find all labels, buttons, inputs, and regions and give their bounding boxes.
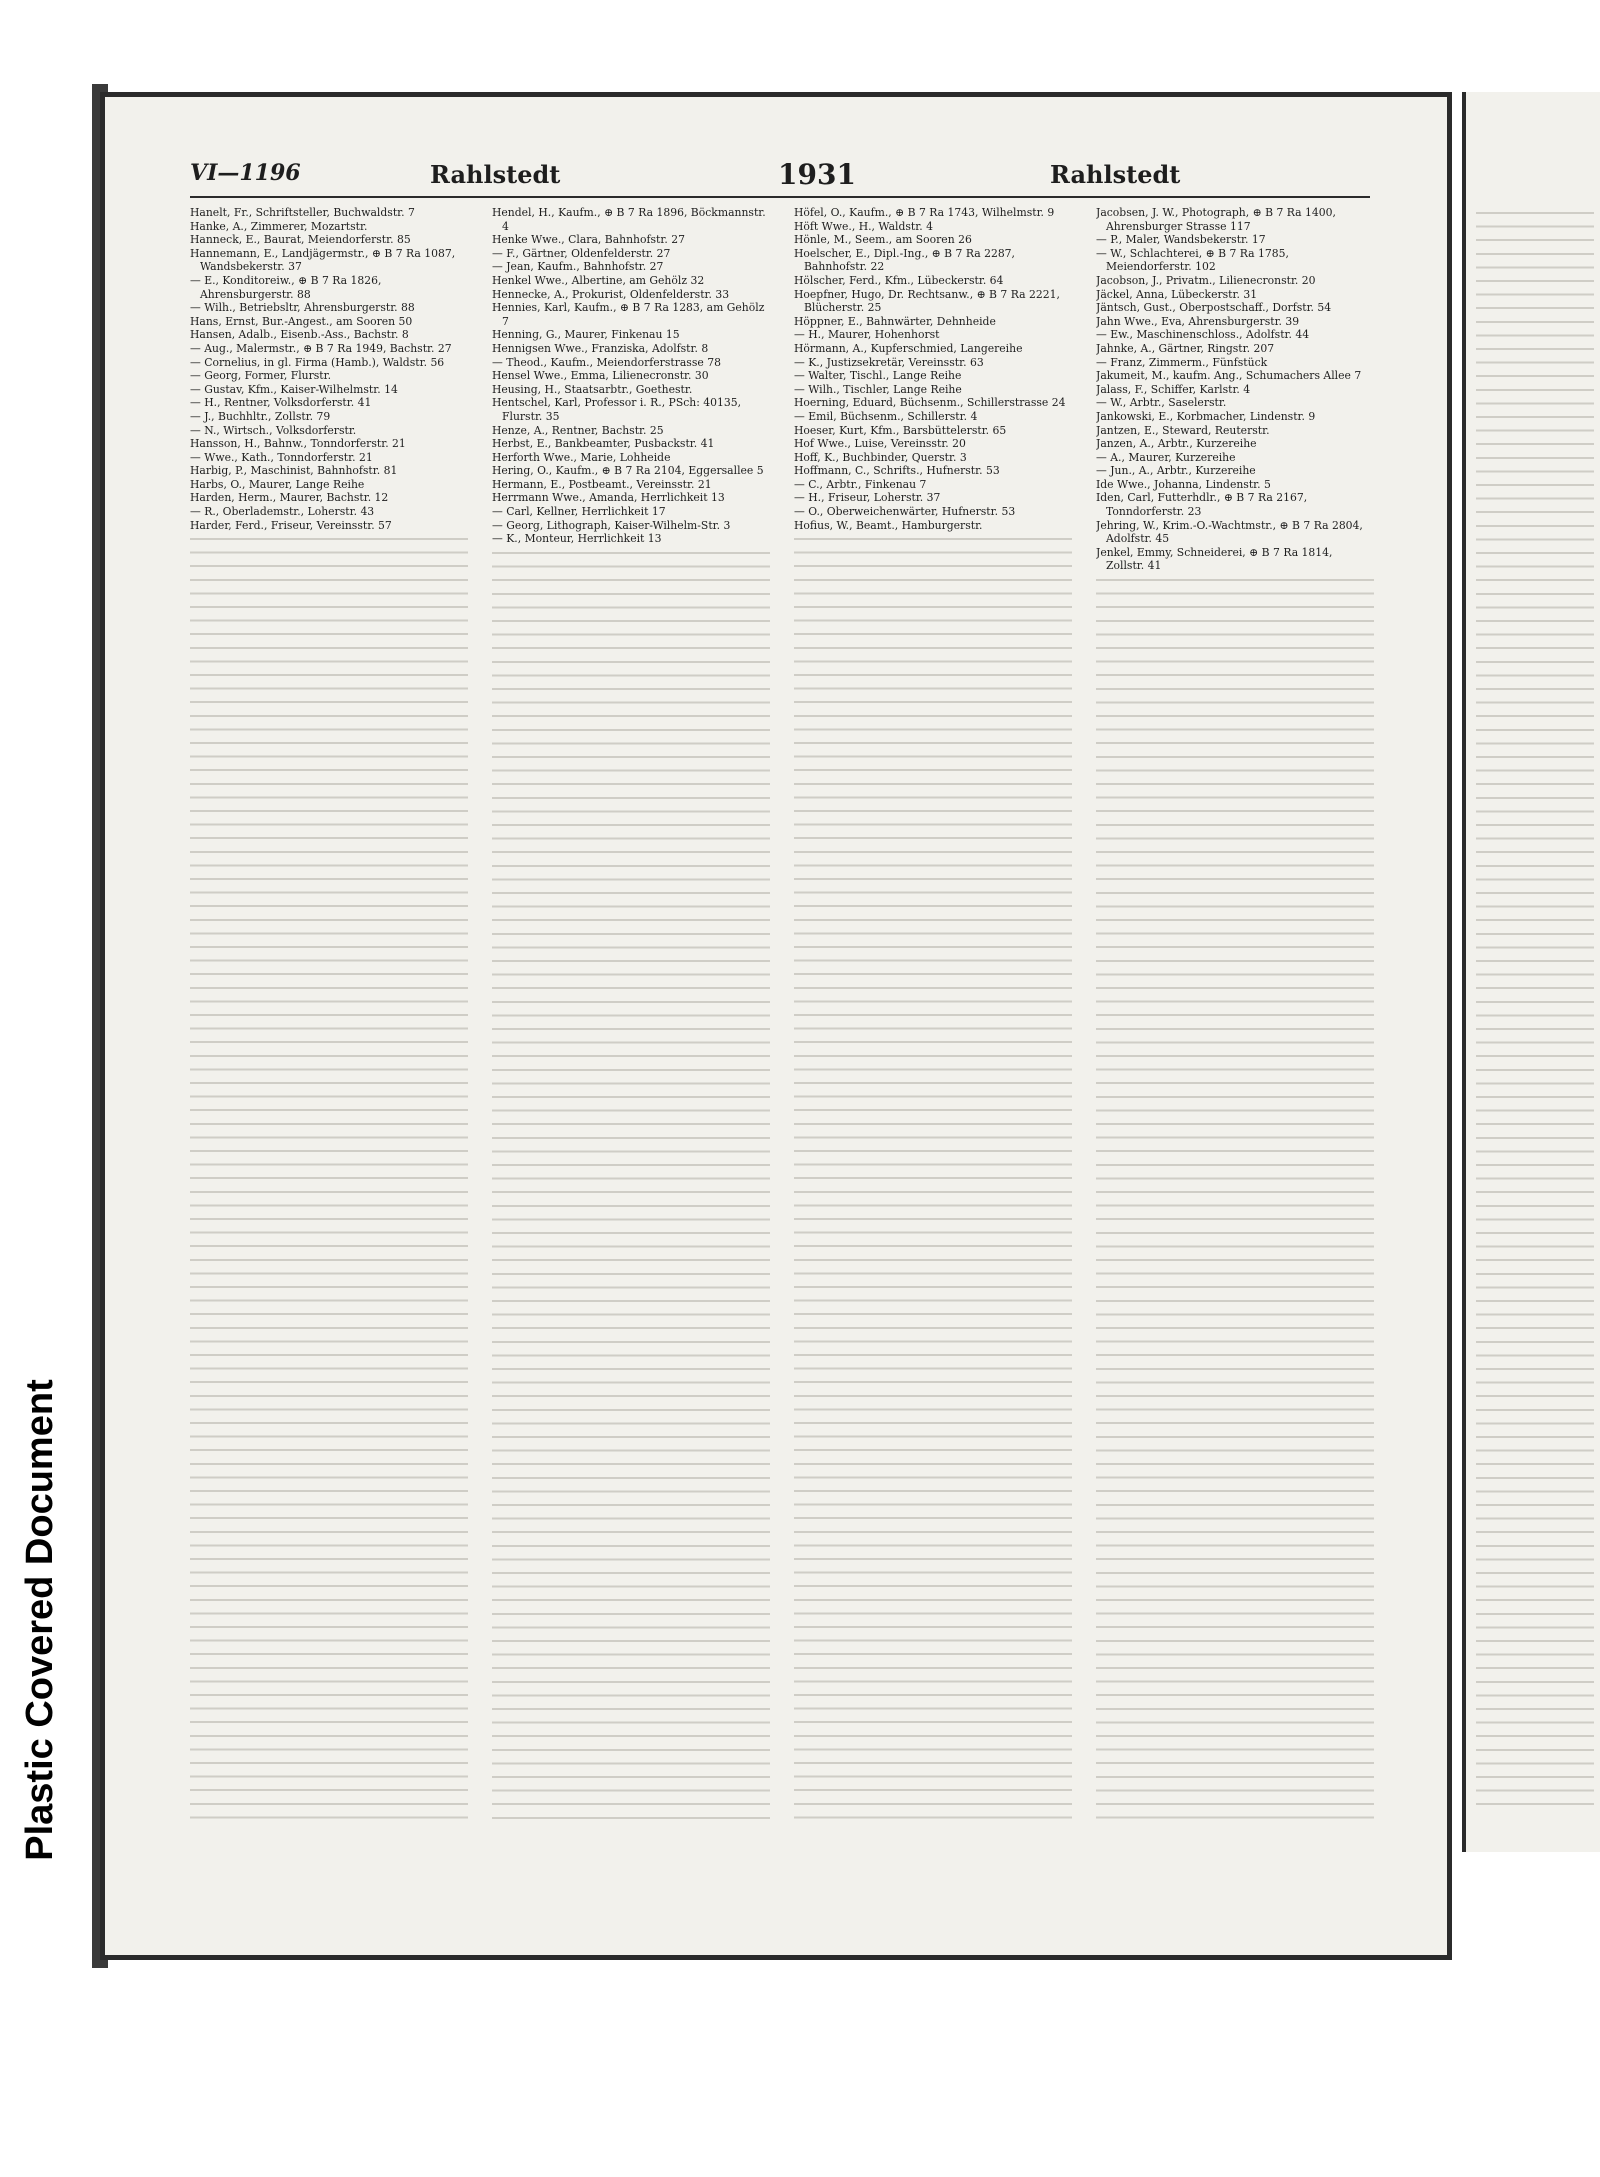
column-1 — [190, 206, 468, 1826]
directory-entry: — K., Justizsekretär, Vereinsstr. 63 — [794, 355, 984, 369]
plastic-covered-label: Plastic Covered Document — [19, 1379, 61, 1861]
directory-entry: — E., Konditoreiw., ⊕ B 7 Ra 1826, Ahrensburgerstr. 88 — [190, 273, 382, 301]
page-header — [190, 160, 1370, 198]
directory-entry: — Emil, Büchsenm., Schillerstr. 4 — [794, 409, 978, 423]
directory-entry: — R., Oberlademstr., Loherstr. 43 — [190, 505, 375, 519]
directory-entry: Hoffmann, C., Schrifts., Hufnerstr. 53 — [794, 464, 1000, 478]
directory-entry: Hof Wwe., Luise, Vereinsstr. 20 — [794, 437, 966, 451]
directory-entry: Hoeser, Kurt, Kfm., Barsbüttelerstr. 65 — [794, 423, 1007, 437]
directory-entry: Hofius, W., Beamt., Hamburgerstr. — [794, 518, 983, 532]
column-3 — [794, 206, 1072, 1826]
directory-entry: — J., Buchhltr., Zollstr. 79 — [190, 409, 331, 423]
directory-entry: Hönle, M., Seem., am Sooren 26 — [794, 233, 972, 247]
directory-entry: — Wilh., Betriebsltr, Ahrensburgerstr. 88 — [190, 301, 415, 315]
directory-entry: — P., Maler, Wandsbekerstr. 17 — [1096, 233, 1266, 247]
directory-entry: — H., Rentner, Volksdorferstr. 41 — [190, 396, 372, 410]
directory-entry: — Wwe., Kath., Tonndorferstr. 21 — [190, 450, 373, 464]
directory-entry: — A., Maurer, Kurzereihe — [1096, 450, 1236, 464]
directory-entry: — Wilh., Tischler, Lange Reihe — [794, 382, 962, 396]
directory-entry: Hoepfner, Hugo, Dr. Rechtsanw., ⊕ B 7 Ra 2221, Blücherstr. 25 — [794, 287, 1060, 315]
directory-entry: Herforth Wwe., Marie, Lohheide — [492, 450, 671, 464]
directory-entry: — Jun., A., Arbtr., Kurzereihe — [1096, 464, 1256, 478]
directory-entry: Hoelscher, E., Dipl.-Ing., ⊕ B 7 Ra 2287, Bahnhofstr. 22 — [794, 246, 1015, 274]
directory-entry: Hoff, K., Buchbinder, Querstr. 3 — [794, 450, 967, 464]
directory-entry: Hanke, A., Zimmerer, Mozartstr. — [190, 219, 368, 233]
column-2 — [492, 206, 770, 1826]
directory-entry: — H., Maurer, Hohenhorst — [794, 328, 940, 342]
directory-entry: Hennecke, A., Prokurist, Oldenfelderstr. 33 — [492, 287, 730, 301]
directory-entry: Jenkel, Emmy, Schneiderei, ⊕ B 7 Ra 1814, Zollstr. 41 — [1096, 545, 1333, 573]
page-number: VI—1196 — [190, 160, 301, 186]
directory-entry: Henze, A., Rentner, Bachstr. 25 — [492, 423, 664, 437]
directory-entry: — Gustav, Kfm., Kaiser-Wilhelmstr. 14 — [190, 382, 398, 396]
directory-entry: Hans, Ernst, Bur.-Angest., am Sooren 50 — [190, 314, 413, 328]
directory-entry: Iden, Carl, Futterhdlr., ⊕ B 7 Ra 2167, Tonndorferstr. 23 — [1096, 491, 1308, 519]
directory-entry: — Cornelius, in gl. Firma (Hamb.), Waldstr. 56 — [190, 355, 445, 369]
directory-entries-continued — [492, 552, 770, 1826]
directory-entry: Jäckel, Anna, Lübeckerstr. 31 — [1096, 287, 1258, 301]
directory-entry: Hentschel, Karl, Professor i. R., PSch: 40135, Flurstr. 35 — [492, 396, 742, 423]
directory-entry: Hering, O., Kaufm., ⊕ B 7 Ra 2104, Eggersallee 5 — [492, 464, 764, 478]
directory-entry: — F., Gärtner, Oldenfelderstr. 27 — [492, 246, 671, 260]
directory-entry: Höft Wwe., H., Waldstr. 4 — [794, 219, 933, 233]
directory-entry: Höfel, O., Kaufm., ⊕ B 7 Ra 1743, Wilhelmstr. 9 — [794, 206, 1055, 219]
directory-entry: — W., Schlachterei, ⊕ B 7 Ra 1785, Meiendorferstr. 102 — [1096, 246, 1289, 274]
directory-entry: Heusing, H., Staatsarbtr., Goethestr. — [492, 382, 693, 396]
adjacent-page-strip — [1462, 92, 1600, 1852]
header-year: 1931 — [778, 158, 856, 191]
directory-entry: Ide Wwe., Johanna, Lindenstr. 5 — [1096, 477, 1271, 491]
directory-entry: — Georg, Former, Flurstr. — [190, 369, 332, 383]
directory-entry: Hannemann, E., Landjägermstr., ⊕ B 7 Ra 1087, Wandsbekerstr. 37 — [190, 246, 456, 274]
directory-entry: — Aug., Malermstr., ⊕ B 7 Ra 1949, Bachstr. 27 — [190, 341, 452, 355]
directory-entry: — Georg, Lithograph, Kaiser-Wilhelm-Str. 3 — [492, 518, 731, 532]
directory-entries-continued — [190, 538, 468, 1826]
directory-entry: — O., Oberweichenwärter, Hufnerstr. 53 — [794, 505, 1016, 519]
directory-entry: Hörmann, A., Kupferschmied, Langereihe — [794, 341, 1023, 355]
directory-entries-continued — [794, 538, 1072, 1826]
directory-entry: Jahnke, A., Gärtner, Ringstr. 207 — [1096, 341, 1275, 355]
directory-entry: Jantzen, E., Steward, Reuterstr. — [1096, 423, 1270, 437]
directory-entry: — Ew., Maschinenschloss., Adolfstr. 44 — [1096, 328, 1310, 342]
directory-entry: — N., Wirtsch., Volksdorferstr. — [190, 423, 357, 437]
directory-entries-continued — [1096, 579, 1374, 1826]
directory-entry: Jehring, W., Krim.-O.-Wachtmstr., ⊕ B 7 Ra 2804, Adolfstr. 45 — [1096, 518, 1363, 546]
column-4 — [1096, 206, 1374, 1826]
adjacent-page-text — [1476, 212, 1594, 1812]
header-city-left: Rahlstedt — [430, 160, 561, 189]
directory-entry: — W., Arbtr., Saselerstr. — [1096, 396, 1227, 410]
directory-entry: — Theod., Kaufm., Meiendorferstrasse 78 — [492, 355, 721, 369]
directory-entry: — Franz, Zimmerm., Fünfstück — [1096, 355, 1268, 369]
directory-entry: Hennigsen Wwe., Franziska, Adolfstr. 8 — [492, 341, 709, 355]
directory-entry: Harder, Ferd., Friseur, Vereinsstr. 57 — [190, 518, 392, 532]
directory-entry: Jankowski, E., Korbmacher, Lindenstr. 9 — [1096, 409, 1316, 423]
directory-entry: Hendel, H., Kaufm., ⊕ B 7 Ra 1896, Böckmannstr. 4 — [492, 206, 766, 233]
directory-entry: Henke Wwe., Clara, Bahnhofstr. 27 — [492, 233, 685, 247]
directory-entry: Hennies, Karl, Kaufm., ⊕ B 7 Ra 1283, am Gehölz 7 — [492, 301, 765, 328]
directory-entry: Jäntsch, Gust., Oberpostschaff., Dorfstr. 54 — [1096, 301, 1332, 315]
directory-entry: Jacobson, J., Privatm., Lilienecronstr. 20 — [1096, 273, 1316, 287]
directory-entry: Hoerning, Eduard, Büchsenm., Schillerstrasse 24 — [794, 396, 1066, 410]
directory-entry: Jahn Wwe., Eva, Ahrensburgerstr. 39 — [1096, 314, 1300, 328]
directory-entry: Hanelt, Fr., Schriftsteller, Buchwaldstr. 7 — [190, 206, 415, 219]
directory-entry: Henning, G., Maurer, Finkenau 15 — [492, 328, 680, 342]
directory-entry: Hölscher, Ferd., Kfm., Lübeckerstr. 64 — [794, 273, 1004, 287]
directory-entry: Harden, Herm., Maurer, Bachstr. 12 — [190, 491, 389, 505]
directory-entry: Henkel Wwe., Albertine, am Gehölz 32 — [492, 273, 705, 287]
header-city-right: Rahlstedt — [1050, 160, 1181, 189]
directory-entry: Harbs, O., Maurer, Lange Reihe — [190, 477, 365, 491]
directory-entry: Jacobsen, J. W., Photograph, ⊕ B 7 Ra 1400, Ahrensburger Strasse 117 — [1096, 206, 1336, 233]
directory-entry: Herbst, E., Bankbeamter, Pusbackstr. 41 — [492, 437, 715, 451]
directory-entry: Harbig, P., Maschinist, Bahnhofstr. 81 — [190, 464, 398, 478]
directory-entry: — C., Arbtr., Finkenau 7 — [794, 477, 927, 491]
directory-entry: Höppner, E., Bahnwärter, Dehnheide — [794, 314, 996, 328]
directory-entry: Hanneck, E., Baurat, Meiendorferstr. 85 — [190, 233, 411, 247]
directory-entry: — Carl, Kellner, Herrlichkeit 17 — [492, 505, 666, 519]
directory-entry: — Walter, Tischl., Lange Reihe — [794, 369, 962, 383]
directory-entry: Jalass, F., Schiffer, Karlstr. 4 — [1096, 382, 1251, 396]
directory-entry: — H., Friseur, Loherstr. 37 — [794, 491, 941, 505]
directory-entry: Hensel Wwe., Emma, Lilienecronstr. 30 — [492, 369, 709, 383]
directory-entry: Jakumeit, M., kaufm. Ang., Schumachers Allee 7 — [1096, 369, 1362, 383]
directory-entry: Herrmann Wwe., Amanda, Herrlichkeit 13 — [492, 491, 725, 505]
directory-entry: — Jean, Kaufm., Bahnhofstr. 27 — [492, 260, 664, 274]
directory-entry: Hansson, H., Bahnw., Tonndorferstr. 21 — [190, 437, 406, 451]
directory-entry: Hermann, E., Postbeamt., Vereinsstr. 21 — [492, 477, 712, 491]
directory-entry: — K., Monteur, Herrlichkeit 13 — [492, 532, 662, 546]
directory-entry: Janzen, A., Arbtr., Kurzereihe — [1096, 437, 1257, 451]
directory-entry: Hansen, Adalb., Eisenb.-Ass., Bachstr. 8 — [190, 328, 409, 342]
